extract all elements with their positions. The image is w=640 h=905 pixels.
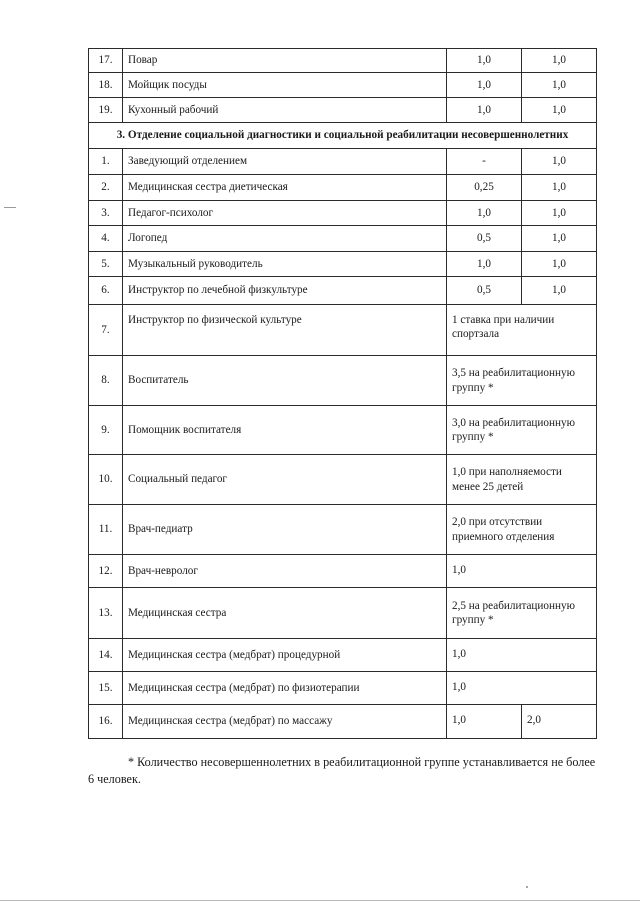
table-row <box>89 639 597 672</box>
position-name: Заведующий отделением <box>123 149 447 175</box>
position-name: Инструктор по физической культуре <box>123 305 447 356</box>
table-row <box>89 588 597 639</box>
table-row <box>89 226 597 252</box>
value-cell: 1,0 <box>522 73 597 98</box>
value-cell: 1,0 <box>447 73 522 98</box>
value-cell: 2,0 <box>522 705 597 739</box>
note-cell: 2,0 при отсутствии приемного отделения <box>447 505 597 555</box>
value-cell: - <box>447 149 522 175</box>
row-number: 8. <box>89 356 123 406</box>
position-name: Медицинская сестра <box>123 588 447 639</box>
position-name: Мойщик посуды <box>123 73 447 98</box>
value-cell: 1,0 <box>522 252 597 277</box>
table-row <box>89 305 597 356</box>
scan-bottom-edge <box>0 900 640 901</box>
row-number: 2. <box>89 175 123 201</box>
position-name: Музыкальный руководитель <box>123 252 447 277</box>
row-number: 13. <box>89 588 123 639</box>
section-header-row <box>89 123 597 149</box>
position-name: Логопед <box>123 226 447 252</box>
row-number: 19. <box>89 98 123 123</box>
position-name: Педагог-психолог <box>123 201 447 226</box>
table-row <box>89 49 597 73</box>
value-cell: 1,0 <box>447 201 522 226</box>
note-cell: 1,0 при наполняемости менее 25 детей <box>447 455 597 505</box>
table-row <box>89 555 597 588</box>
row-number: 15. <box>89 672 123 705</box>
row-number: 3. <box>89 201 123 226</box>
position-name: Медицинская сестра (медбрат) процедурной <box>123 639 447 672</box>
table-row <box>89 201 597 226</box>
note-cell: 1,0 <box>447 672 597 705</box>
position-name: Воспитатель <box>123 356 447 406</box>
row-number: 6. <box>89 277 123 305</box>
value-cell: 1,0 <box>522 201 597 226</box>
row-number: 4. <box>89 226 123 252</box>
position-name: Социальный педагог <box>123 455 447 505</box>
row-number: 14. <box>89 639 123 672</box>
position-name: Кухонный рабочий <box>123 98 447 123</box>
scan-speck <box>526 886 528 888</box>
row-number: 12. <box>89 555 123 588</box>
note-cell: 1,0 <box>447 639 597 672</box>
note-cell: 3,5 на реабилитационную группу * <box>447 356 597 406</box>
position-name: Медицинская сестра (медбрат) по массажу <box>123 705 447 739</box>
row-number: 9. <box>89 406 123 455</box>
row-number: 10. <box>89 455 123 505</box>
position-name: Помощник воспитателя <box>123 406 447 455</box>
value-cell: 1,0 <box>522 277 597 305</box>
table-row <box>89 455 597 505</box>
value-cell: 1,0 <box>447 705 522 739</box>
row-number: 7. <box>89 305 123 356</box>
value-cell: 0,5 <box>447 277 522 305</box>
note-cell: 1,0 <box>447 555 597 588</box>
position-name: Повар <box>123 49 447 73</box>
table-row <box>89 505 597 555</box>
position-name: Инструктор по лечебной физкультуре <box>123 277 447 305</box>
row-number: 16. <box>89 705 123 739</box>
value-cell: 0,25 <box>447 175 522 201</box>
value-cell: 1,0 <box>522 226 597 252</box>
footnote: * Количество несовершеннолетних в реабилитационной группе устанавливается не более 6 человек. <box>88 755 596 786</box>
row-number: 1. <box>89 149 123 175</box>
table-row <box>89 175 597 201</box>
value-cell: 0,5 <box>447 226 522 252</box>
table-row <box>89 406 597 455</box>
table-row <box>89 149 597 175</box>
value-cell: 1,0 <box>522 175 597 201</box>
note-cell: 2,5 на реабилитационную группу * <box>447 588 597 639</box>
row-number: 5. <box>89 252 123 277</box>
position-name: Врач-невролог <box>123 555 447 588</box>
table-row <box>89 252 597 277</box>
table-row <box>89 705 597 739</box>
position-name: Медицинская сестра диетическая <box>123 175 447 201</box>
table-row <box>89 277 597 305</box>
row-number: 17. <box>89 49 123 73</box>
table-row <box>89 672 597 705</box>
value-cell: 1,0 <box>447 49 522 73</box>
value-cell: 1,0 <box>447 98 522 123</box>
value-cell: 1,0 <box>447 252 522 277</box>
value-cell: 1,0 <box>522 98 597 123</box>
staffing-table <box>88 48 597 739</box>
note-cell: 3,0 на реабилитационную группу * <box>447 406 597 455</box>
position-name: Врач-педиатр <box>123 505 447 555</box>
table-row <box>89 356 597 406</box>
value-cell: 1,0 <box>522 149 597 175</box>
table-row <box>89 98 597 123</box>
row-number: 18. <box>89 73 123 98</box>
value-cell: 1,0 <box>522 49 597 73</box>
table-row <box>89 73 597 98</box>
scan-margin-mark <box>4 207 16 208</box>
section-title: 3. Отделение социальной диагностики и социальной реабилитации несовершеннолетних <box>89 123 597 149</box>
position-name: Медицинская сестра (медбрат) по физиотерапии <box>123 672 447 705</box>
row-number: 11. <box>89 505 123 555</box>
note-cell: 1 ставка при наличии спортзала <box>447 305 597 356</box>
